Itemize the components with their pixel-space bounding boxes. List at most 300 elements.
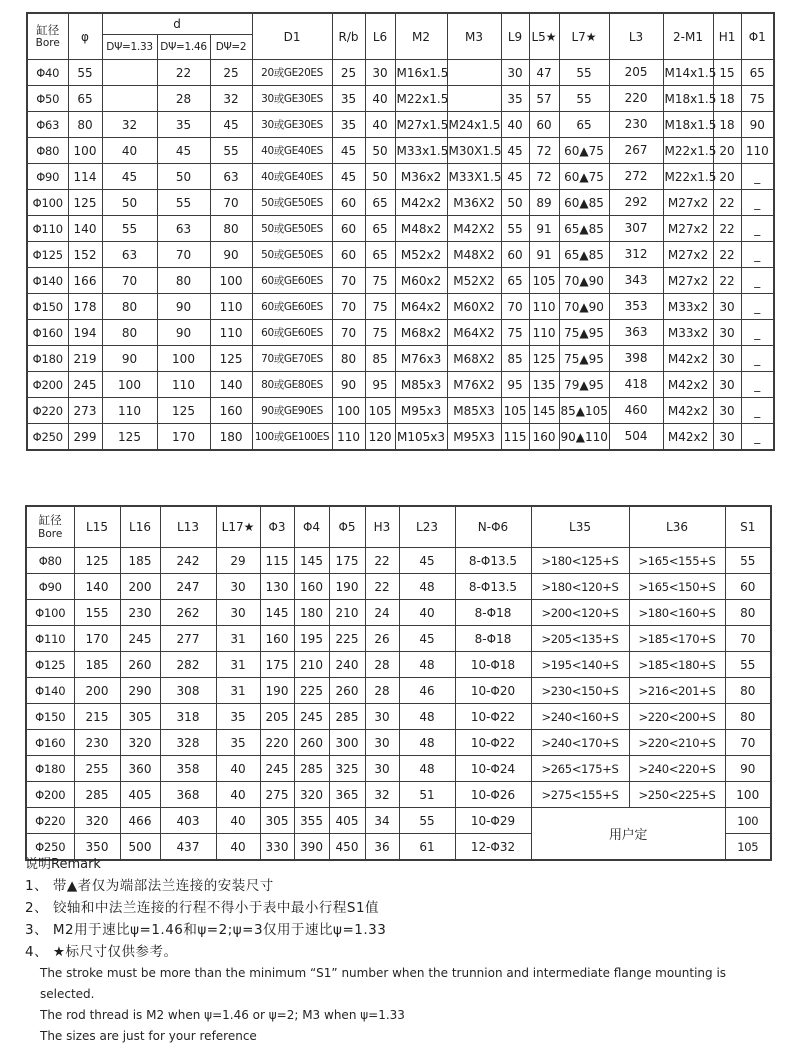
- cell: 35: [216, 730, 260, 756]
- cell: 65: [741, 60, 774, 86]
- remark-english-line: The rod thread is M2 when ψ=1.46 or ψ=2; M3 when ψ=1.33: [40, 1008, 405, 1022]
- cell: 100: [210, 268, 252, 294]
- table-row: [26, 574, 771, 600]
- cell: 260: [329, 678, 365, 704]
- cell: 50: [501, 190, 529, 216]
- cell: 190: [260, 678, 294, 704]
- cell: 210: [294, 652, 329, 678]
- cell: 100: [332, 398, 365, 424]
- row-bore-label: Φ220: [27, 398, 68, 424]
- cell: 32: [102, 112, 157, 138]
- cell: 220: [609, 86, 663, 112]
- cell: 55: [559, 60, 609, 86]
- cell: >165<150+S: [629, 574, 725, 600]
- cell: 105: [529, 268, 559, 294]
- col-header-l15: L15: [74, 506, 120, 548]
- col-header-bore-cn: 缸径: [36, 22, 60, 37]
- cell: 25: [332, 60, 365, 86]
- cell: 85: [501, 346, 529, 372]
- cell: 60或GE60ES: [252, 294, 332, 320]
- cell: 60: [501, 242, 529, 268]
- remarks-list-cn: [25, 875, 770, 963]
- cell: M76X2: [447, 372, 501, 398]
- cell: 115: [260, 548, 294, 574]
- cell: M42X2: [447, 216, 501, 242]
- cell: 272: [609, 164, 663, 190]
- cell: 60或GE60ES: [252, 268, 332, 294]
- row-bore-label: Φ180: [26, 756, 74, 782]
- col-header-l7: L7★: [559, 13, 609, 60]
- table-row: [27, 346, 774, 372]
- cell: M68x2: [395, 320, 447, 346]
- cell: 90或GE90ES: [252, 398, 332, 424]
- cell: M52x2: [395, 242, 447, 268]
- cell: 48: [399, 704, 455, 730]
- cell: 8-Φ13.5: [455, 574, 531, 600]
- cell: 185: [120, 548, 160, 574]
- cell: M42x2: [663, 424, 713, 451]
- cell: 355: [294, 808, 329, 834]
- cell: 30: [713, 320, 741, 346]
- col-header-2m1: 2-M1: [663, 13, 713, 60]
- cell: M95x3: [395, 398, 447, 424]
- cell: 80: [725, 600, 771, 626]
- cell: 20: [713, 138, 741, 164]
- cell: 70: [210, 190, 252, 216]
- cell: 305: [260, 808, 294, 834]
- cell: 48: [399, 652, 455, 678]
- cell: 50: [365, 164, 395, 190]
- col-header-phi: φ: [68, 13, 102, 60]
- cell: M33x2: [663, 320, 713, 346]
- cell: 260: [294, 730, 329, 756]
- remarks-title: 说明Remark: [25, 857, 101, 872]
- cell: M85X3: [447, 398, 501, 424]
- cell: 140: [210, 372, 252, 398]
- cell: 60: [332, 242, 365, 268]
- col-header-phi3: Φ3: [260, 506, 294, 548]
- cell: M48x2: [395, 216, 447, 242]
- cell: 15: [713, 60, 741, 86]
- cell: 190: [329, 574, 365, 600]
- cell: M18x1.5: [663, 112, 713, 138]
- cell: M33x1.5: [395, 138, 447, 164]
- cell: 24: [365, 600, 399, 626]
- cell: 70▲90: [559, 268, 609, 294]
- cell: 353: [609, 294, 663, 320]
- cell: 135: [529, 372, 559, 398]
- cell: 45: [157, 138, 210, 164]
- cell: 55: [68, 60, 102, 86]
- col-header-rb: R/b: [332, 13, 365, 60]
- cell: 30: [216, 600, 260, 626]
- cell: 110: [529, 294, 559, 320]
- cell: M24x1.5: [447, 112, 501, 138]
- cell: M60X2: [447, 294, 501, 320]
- cell: 125: [68, 190, 102, 216]
- cell: M22x1.5: [663, 164, 713, 190]
- remarks-section: [25, 855, 770, 1047]
- cell: M42x2: [663, 346, 713, 372]
- cell: 30: [713, 372, 741, 398]
- col-header-l23: L23: [399, 506, 455, 548]
- cell: 90: [157, 320, 210, 346]
- cell: M76x3: [395, 346, 447, 372]
- cell: 180: [294, 600, 329, 626]
- remark-english-line: The stroke must be more than the minimum “S1” number when the trunnion and intermediate flange mounting is selected.: [40, 966, 727, 1001]
- row-bore-label: Φ50: [27, 86, 68, 112]
- cell: 30: [501, 60, 529, 86]
- col-header-bore-2: [26, 506, 74, 548]
- cell: 260: [120, 652, 160, 678]
- cell: >220<210+S: [629, 730, 725, 756]
- cell: 60或GE60ES: [252, 320, 332, 346]
- cell: M36X2: [447, 190, 501, 216]
- col-header-l6: L6: [365, 13, 395, 60]
- col-header-l5: L5★: [529, 13, 559, 60]
- cell: 46: [399, 678, 455, 704]
- col-header-d-psi-133: DΨ=1.33: [102, 35, 157, 60]
- cell: 125: [102, 424, 157, 451]
- table-row: [27, 112, 774, 138]
- col-header-h1: H1: [713, 13, 741, 60]
- cell: 50或GE50ES: [252, 242, 332, 268]
- cell: 45: [399, 626, 455, 652]
- cell: M42x2: [663, 372, 713, 398]
- cell: 307: [609, 216, 663, 242]
- cell: 390: [294, 834, 329, 861]
- cell: 105: [501, 398, 529, 424]
- cell: >250<225+S: [629, 782, 725, 808]
- row-bore-label: Φ160: [26, 730, 74, 756]
- cell: 205: [260, 704, 294, 730]
- cell: 65: [501, 268, 529, 294]
- table-row: [27, 242, 774, 268]
- cell: 70: [102, 268, 157, 294]
- cell: 55: [559, 86, 609, 112]
- cell: 219: [68, 346, 102, 372]
- table-row: [26, 756, 771, 782]
- cell: 22: [713, 268, 741, 294]
- cell: 75: [741, 86, 774, 112]
- cell: 140: [68, 216, 102, 242]
- row-bore-label: Φ140: [26, 678, 74, 704]
- cell: 89: [529, 190, 559, 216]
- table-row: [27, 86, 774, 112]
- cell: 160: [294, 574, 329, 600]
- cylinder-dimension-table-bottom: [25, 505, 772, 861]
- cell: 80: [210, 216, 252, 242]
- cell: 40: [365, 112, 395, 138]
- cell: 30: [365, 60, 395, 86]
- cell: 用户定: [531, 808, 725, 861]
- table-row: [27, 190, 774, 216]
- cell: 72: [529, 164, 559, 190]
- row-bore-label: Φ110: [26, 626, 74, 652]
- cell: 34: [365, 808, 399, 834]
- cell: 230: [609, 112, 663, 138]
- row-bore-label: Φ40: [27, 60, 68, 86]
- cell: M95X3: [447, 424, 501, 451]
- cell: >165<155+S: [629, 548, 725, 574]
- cell: 195: [294, 626, 329, 652]
- cell: 277: [160, 626, 216, 652]
- col-header-m2: M2: [395, 13, 447, 60]
- row-bore-label: Φ200: [26, 782, 74, 808]
- cell: 285: [329, 704, 365, 730]
- cell: 60: [332, 216, 365, 242]
- cell: 70: [157, 242, 210, 268]
- cell: 70或GE70ES: [252, 346, 332, 372]
- cell: 80: [157, 268, 210, 294]
- table-row: [27, 164, 774, 190]
- cell: 50: [365, 138, 395, 164]
- cell: >240<170+S: [531, 730, 629, 756]
- cell: 47: [529, 60, 559, 86]
- cell: 110: [210, 294, 252, 320]
- cell: 90: [210, 242, 252, 268]
- cell: M33x2: [663, 294, 713, 320]
- cell: 220: [260, 730, 294, 756]
- cell: 320: [120, 730, 160, 756]
- cell: M30X1.5: [447, 138, 501, 164]
- cell: 70▲90: [559, 294, 609, 320]
- col-header-d1: D1: [252, 13, 332, 60]
- cell: 125: [157, 398, 210, 424]
- cell: M85x3: [395, 372, 447, 398]
- cell: 60▲75: [559, 164, 609, 190]
- cell: 343: [609, 268, 663, 294]
- cell: >205<135+S: [531, 626, 629, 652]
- table-row: [26, 548, 771, 574]
- cell: 22: [157, 60, 210, 86]
- cell: 40: [216, 782, 260, 808]
- cell: 245: [120, 626, 160, 652]
- cell: >180<120+S: [531, 574, 629, 600]
- cell: 63: [157, 216, 210, 242]
- cell: 100: [68, 138, 102, 164]
- cell: 267: [609, 138, 663, 164]
- cell: 22: [365, 548, 399, 574]
- cell: 200: [120, 574, 160, 600]
- cell: 80: [725, 704, 771, 730]
- col-header-l16: L16: [120, 506, 160, 548]
- col-header-n-phi6: N-Φ6: [455, 506, 531, 548]
- cell: 28: [157, 86, 210, 112]
- cell: M27x2: [663, 268, 713, 294]
- cell: 12-Φ32: [455, 834, 531, 861]
- cell: 70: [332, 268, 365, 294]
- cell: 30或GE30ES: [252, 112, 332, 138]
- cell: 328: [160, 730, 216, 756]
- cell: 40: [501, 112, 529, 138]
- cell: 242: [160, 548, 216, 574]
- cell: 45: [332, 164, 365, 190]
- col-header-l17: L17★: [216, 506, 260, 548]
- cell: 48: [399, 730, 455, 756]
- cell: >185<170+S: [629, 626, 725, 652]
- cell: 80或GE80ES: [252, 372, 332, 398]
- col-header-l13: L13: [160, 506, 216, 548]
- cell: 70: [501, 294, 529, 320]
- remark-item: 4、 ★标尺寸仅供参考。: [25, 944, 178, 960]
- cylinder-dimension-table-top: [26, 12, 775, 451]
- row-bore-label: Φ100: [27, 190, 68, 216]
- col-header-m3: M3: [447, 13, 501, 60]
- col-header-phi5: Φ5: [329, 506, 365, 548]
- cell: 110: [332, 424, 365, 451]
- cell: 500: [120, 834, 160, 861]
- row-bore-label: Φ125: [27, 242, 68, 268]
- cell: 152: [68, 242, 102, 268]
- col-header-bore-en: Bore: [35, 37, 60, 50]
- cell: 466: [120, 808, 160, 834]
- cell: _: [741, 398, 774, 424]
- cell: 79▲95: [559, 372, 609, 398]
- cell: 30: [713, 294, 741, 320]
- cell: 40或GE40ES: [252, 164, 332, 190]
- cell: 225: [329, 626, 365, 652]
- cell: 95: [501, 372, 529, 398]
- cell: 55: [725, 652, 771, 678]
- cell: >240<160+S: [531, 704, 629, 730]
- cell: 166: [68, 268, 102, 294]
- cell: 60: [529, 112, 559, 138]
- cell: M22x1.5: [663, 138, 713, 164]
- cell: 60: [332, 190, 365, 216]
- cell: M42x2: [395, 190, 447, 216]
- cell: 110: [157, 372, 210, 398]
- table-row: [27, 424, 774, 451]
- cell: 50: [102, 190, 157, 216]
- cell: 320: [294, 782, 329, 808]
- cell: 65: [365, 190, 395, 216]
- cell: M22x1.5: [395, 86, 447, 112]
- cell: 60: [725, 574, 771, 600]
- cell: M16x1.5: [395, 60, 447, 86]
- cell: 437: [160, 834, 216, 861]
- cell: M18x1.5: [663, 86, 713, 112]
- cell: 45: [102, 164, 157, 190]
- cell: 55: [399, 808, 455, 834]
- cell: 72: [529, 138, 559, 164]
- cell: 200: [74, 678, 120, 704]
- cell: 75: [365, 268, 395, 294]
- cell: 35: [332, 112, 365, 138]
- cell: 120: [365, 424, 395, 451]
- cell: 50或GE50ES: [252, 190, 332, 216]
- cell: 110: [529, 320, 559, 346]
- cell: 10-Φ22: [455, 704, 531, 730]
- cell: 90: [157, 294, 210, 320]
- cell: M27x2: [663, 216, 713, 242]
- cell: 22: [713, 216, 741, 242]
- cell: 450: [329, 834, 365, 861]
- cell: >200<120+S: [531, 600, 629, 626]
- table-row: [27, 216, 774, 242]
- cell: 405: [120, 782, 160, 808]
- cell: _: [741, 164, 774, 190]
- col-header-s1: S1: [725, 506, 771, 548]
- cell: 110: [210, 320, 252, 346]
- cell: M27x2: [663, 242, 713, 268]
- table-row: [26, 626, 771, 652]
- cell: 194: [68, 320, 102, 346]
- cell: >180<125+S: [531, 548, 629, 574]
- cell: 65: [365, 216, 395, 242]
- cell: 418: [609, 372, 663, 398]
- cell: 80: [332, 346, 365, 372]
- cell: 10-Φ18: [455, 652, 531, 678]
- cell: 20或GE20ES: [252, 60, 332, 86]
- cell: 100: [102, 372, 157, 398]
- cell: 80: [102, 294, 157, 320]
- cell: 285: [74, 782, 120, 808]
- cell: 40: [216, 808, 260, 834]
- cell: 50: [157, 164, 210, 190]
- cell: 300: [329, 730, 365, 756]
- table-row: [26, 704, 771, 730]
- cell: 365: [329, 782, 365, 808]
- cell: 285: [294, 756, 329, 782]
- cell: M27x2: [663, 190, 713, 216]
- cell: 8-Φ13.5: [455, 548, 531, 574]
- cell: 273: [68, 398, 102, 424]
- cell: 115: [501, 424, 529, 451]
- table-row: [26, 808, 771, 834]
- remark-item: 2、 铰轴和中法兰连接的行程不得小于表中最小行程S1值: [25, 900, 380, 916]
- cell: 170: [74, 626, 120, 652]
- cell: 80: [725, 678, 771, 704]
- cell: 35: [332, 86, 365, 112]
- table-row: [26, 782, 771, 808]
- row-bore-label: Φ150: [26, 704, 74, 730]
- cell: 145: [294, 548, 329, 574]
- col-header-d-psi-2: DΨ=2: [210, 35, 252, 60]
- cell: 160: [529, 424, 559, 451]
- cell: 275: [260, 782, 294, 808]
- cell: 312: [609, 242, 663, 268]
- cell: 460: [609, 398, 663, 424]
- cell: 22: [713, 242, 741, 268]
- table-row: [26, 652, 771, 678]
- cell: [102, 60, 157, 86]
- row-bore-label: Φ180: [27, 346, 68, 372]
- cell: 31: [216, 626, 260, 652]
- cell: 40: [216, 834, 260, 861]
- cell: 55: [102, 216, 157, 242]
- cell: 55: [501, 216, 529, 242]
- cell: 230: [120, 600, 160, 626]
- row-bore-label: Φ250: [27, 424, 68, 451]
- cell: 35: [216, 704, 260, 730]
- cell: 31: [216, 652, 260, 678]
- cell: [447, 60, 501, 86]
- cell: 20: [713, 164, 741, 190]
- cell: 90: [741, 112, 774, 138]
- row-bore-label: Φ160: [27, 320, 68, 346]
- col-header-l3: L3: [609, 13, 663, 60]
- cell: 90: [725, 756, 771, 782]
- cell: 75: [365, 294, 395, 320]
- cell: 32: [365, 782, 399, 808]
- cell: 100: [725, 808, 771, 834]
- cell: 100: [157, 346, 210, 372]
- table-row: [27, 138, 774, 164]
- cell: 125: [74, 548, 120, 574]
- cell: 358: [160, 756, 216, 782]
- cell: 45: [332, 138, 365, 164]
